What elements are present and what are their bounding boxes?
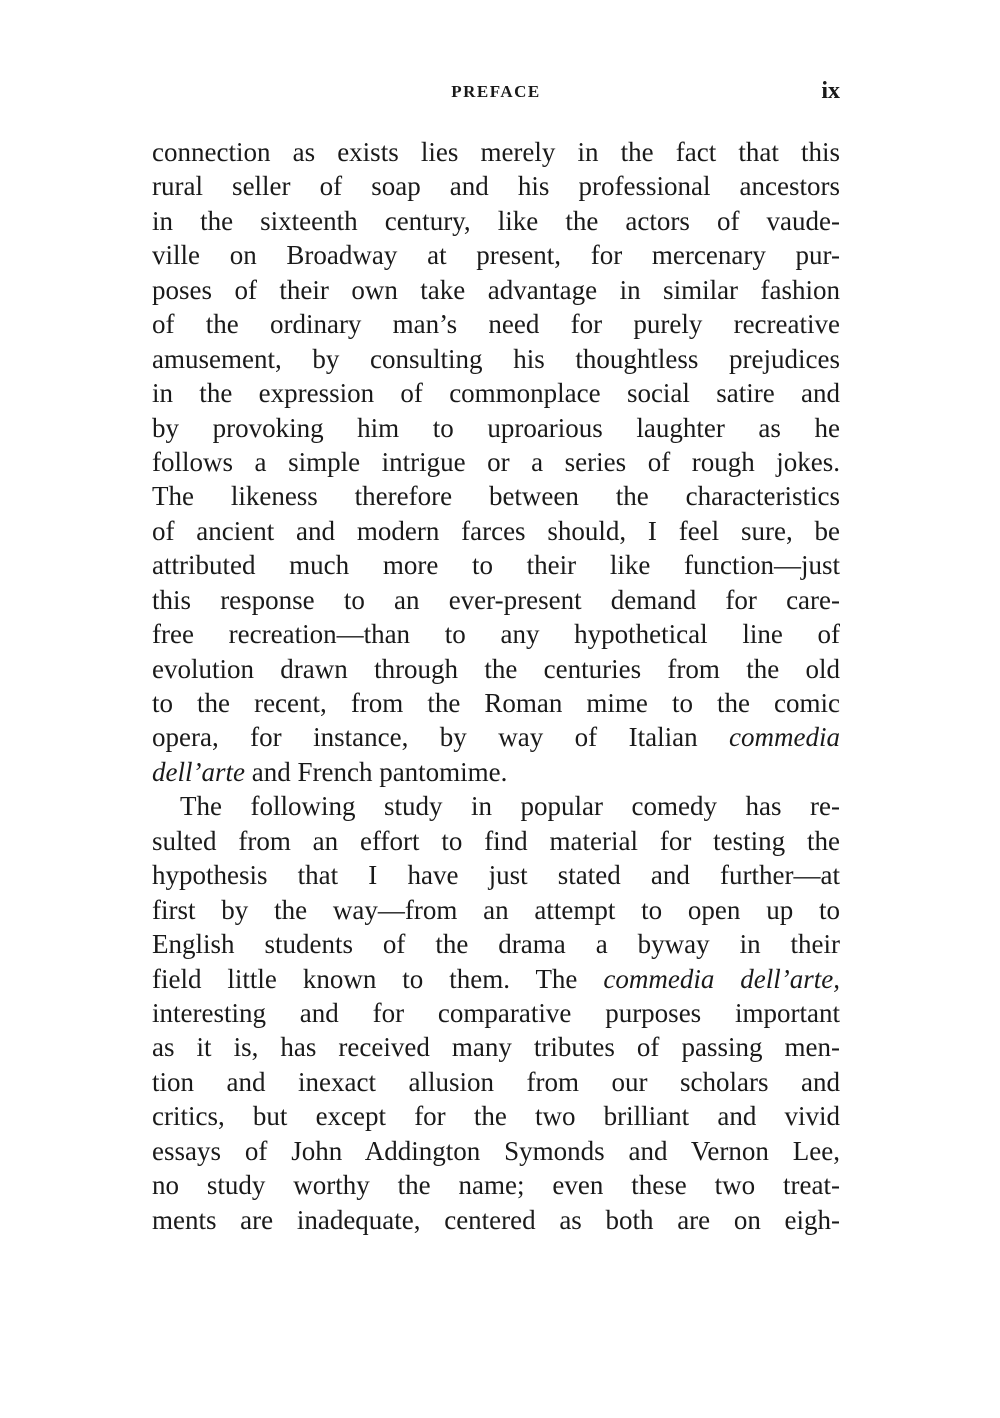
body-text [152, 135, 840, 1237]
page-number: ix [821, 78, 840, 104]
text-line: this response to an ever-present demand for care- [152, 584, 840, 615]
text-line: critics, but except for the two brilliant and vivid [152, 1101, 840, 1132]
text-line: evolution drawn through the centuries from the old [152, 653, 840, 684]
text-line: interesting and for comparative purposes important [152, 997, 840, 1028]
text-line [152, 720, 840, 754]
text-line: as it is, has received many tributes of passing men- [152, 1032, 840, 1063]
text-line: tion and inexact allusion from our scholars and [152, 1066, 840, 1097]
text-line: of the ordinary man’s need for purely recreative [152, 309, 840, 340]
text-line: hypothesis that I have just stated and further—at [152, 860, 840, 891]
text-line: follows a simple intrigue or a series of rough jokes. [152, 446, 840, 477]
text-line: English students of the drama a byway in their [152, 929, 840, 960]
text-line: The likeness therefore between the characteristics [152, 481, 840, 512]
italic-phrase: commedia [729, 722, 840, 753]
text-line: free recreation—than to any hypothetical line of [152, 619, 840, 650]
text-line: by provoking him to uproarious laughter as he [152, 412, 840, 443]
text-line: sulted from an effort to find material for testing the [152, 825, 840, 856]
text-line: no study worthy the name; even these two treat- [152, 1170, 840, 1201]
text-line: first by the way—from an attempt to open up to [152, 894, 840, 925]
text-line [152, 755, 840, 789]
text-line: attributed much more to their like function—just [152, 550, 840, 581]
text-line: in the expression of commonplace social satire and [152, 378, 840, 409]
text-line-roman: opera, for instance, by way of Italian [152, 722, 730, 753]
text-line: to the recent, from the Roman mime to the comic [152, 688, 840, 718]
text-line: ments are inadequate, centered as both are on eigh- [152, 1204, 840, 1235]
text-line: connection as exists lies merely in the fact that this [152, 137, 840, 167]
running-head: PREFACE [451, 82, 541, 101]
page-header [152, 78, 840, 106]
text-line: poses of their own take advantage in similar fashion [152, 274, 840, 305]
text-line [152, 962, 840, 996]
text-line: rural seller of soap and his professional ancestors [152, 171, 840, 202]
text-line: of ancient and modern farces should, I feel sure, be [152, 515, 840, 546]
text-line-roman: field little known to them. The [152, 963, 604, 994]
text-line-roman: and French pantomime. [244, 756, 508, 787]
text-line: ville on Broadway at present, for mercenary pur- [152, 240, 840, 271]
paragraph-first-line: The following study in popular comedy has re- [180, 791, 840, 822]
italic-phrase: dell’arte [152, 756, 245, 787]
text-line: amusement, by consulting his thoughtless prejudices [152, 343, 840, 374]
text-line: essays of John Addington Symonds and Vernon Lee, [152, 1135, 840, 1166]
italic-phrase: commedia dell’arte, [603, 963, 840, 994]
text-line: in the sixteenth century, like the actors of vaude- [152, 205, 840, 236]
